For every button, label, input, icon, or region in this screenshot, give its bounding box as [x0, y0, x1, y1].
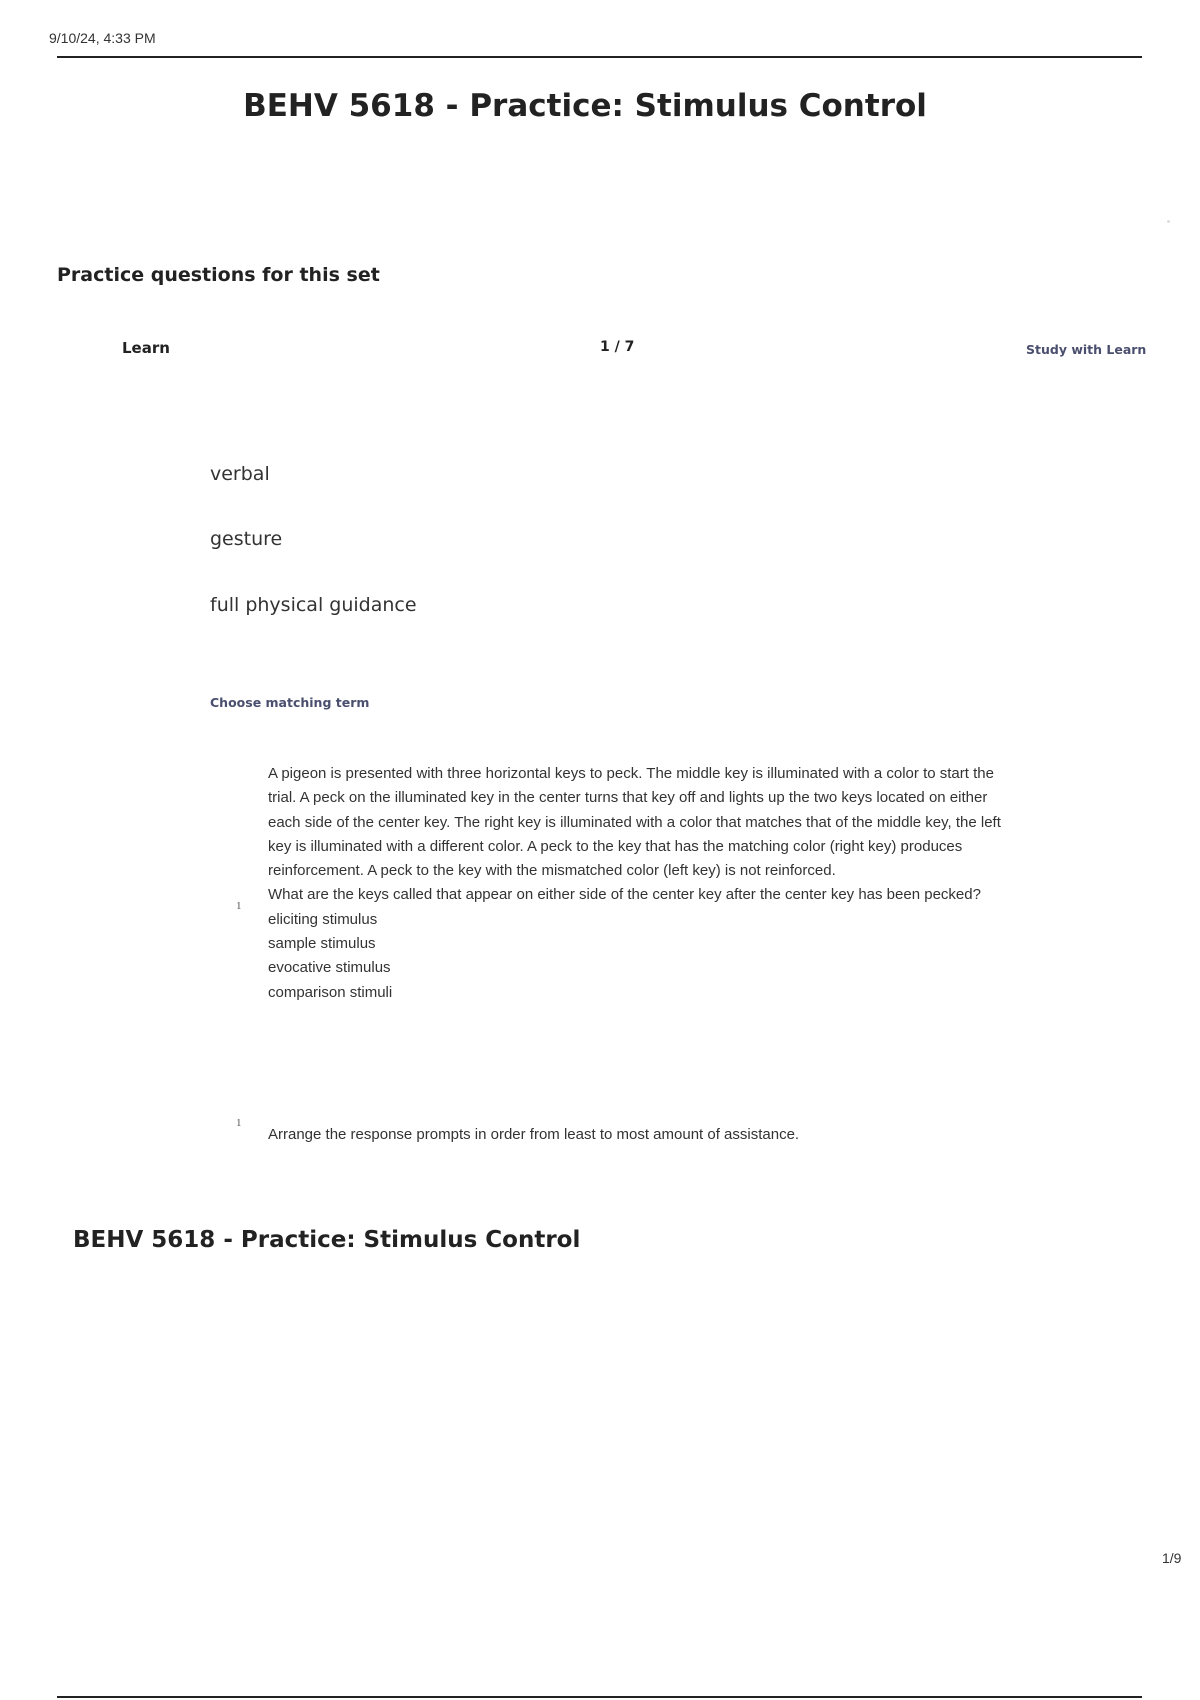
- bottom-divider: [57, 1696, 1142, 1698]
- question-choice: evocative stimulus: [268, 959, 391, 977]
- learn-label: Learn: [122, 339, 170, 357]
- question-text: What are the keys called that appear on either side of the center key after the center key has been pecked?: [268, 886, 981, 904]
- progress-counter: 1 / 7: [600, 339, 635, 355]
- answer-option[interactable]: gesture: [210, 528, 283, 550]
- page-number: 1/9: [1162, 1550, 1182, 1566]
- choose-matching-term-hint: Choose matching term: [210, 695, 370, 710]
- question-choice: comparison stimuli: [268, 983, 393, 1001]
- question-card[interactable]: [268, 762, 1008, 1005]
- question-card[interactable]: [268, 1123, 1008, 1147]
- answer-option[interactable]: verbal: [210, 463, 270, 485]
- practice-heading: Practice questions for this set: [57, 264, 380, 286]
- footer-title: BEHV 5618 - Practice: Stimulus Control: [73, 1227, 581, 1253]
- question-stem: A pigeon is presented with three horizontal keys to peck. The middle key is illuminated with a color to start the trial. A peck on the illuminated key in the center turns that key off and lights up the two keys located on either each side of the center key. The right key is illuminated with a color that matches that of the middle key, the left key is illuminated with a different color. A peck to the key that has the matching color (right key) produces reinforcement. A peck to the key with the mismatched color (left key) is not reinforced.: [268, 765, 1001, 880]
- top-divider: [57, 56, 1142, 58]
- question-choice: sample stimulus: [268, 935, 376, 953]
- answer-option[interactable]: full physical guidance: [210, 594, 417, 616]
- question-number: 1: [236, 900, 242, 912]
- question-number: 1: [236, 1117, 242, 1129]
- print-date: 9/10/24, 4:33 PM: [49, 30, 156, 46]
- study-with-learn-link[interactable]: Study with Learn: [1026, 342, 1147, 357]
- decorative-dot: [1167, 220, 1170, 223]
- question-stem: Arrange the response prompts in order from least to most amount of assistance.: [268, 1126, 800, 1143]
- question-choice: eliciting stimulus: [268, 910, 378, 928]
- page-title: BEHV 5618 - Practice: Stimulus Control: [243, 88, 927, 124]
